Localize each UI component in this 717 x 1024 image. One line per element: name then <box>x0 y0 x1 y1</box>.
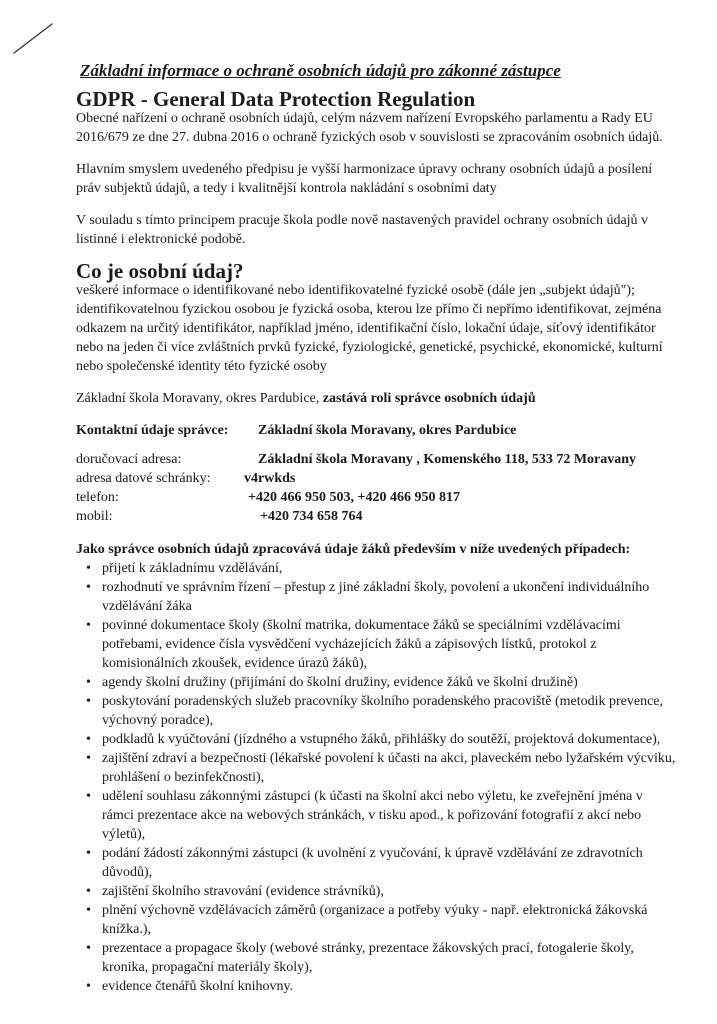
bullet-icon: • <box>86 979 91 994</box>
list-item-text: agendy školní družiny (přijímání do školní družiny, evidence žáků ve školní družině) <box>102 675 578 690</box>
bullet-icon: • <box>86 561 91 576</box>
personal-data-heading: Co je osobní údaj? <box>76 259 244 283</box>
bullet-icon: • <box>86 618 91 633</box>
gdpr-paragraph-2: Hlavním smyslem uvedeného předpisu je vyšší harmonizace úpravy ochrany osobních údajů a posílení práv subjektů údajů, a tedy i kvalitnější kontrola nakládání s osobními daty <box>76 162 653 196</box>
bullet-icon: • <box>86 903 91 918</box>
document-page <box>76 60 676 996</box>
mobile-row <box>76 507 676 526</box>
list-item <box>76 578 676 616</box>
list-item <box>76 787 676 844</box>
controller-contacts <box>76 421 676 526</box>
delivery-address-label: doručovací adresa: <box>76 452 182 467</box>
personal-data-definition: veškeré informace o identifikované nebo identifikovatelné fyzické osobě (dále jen „subjekt údajů"); identifikovatelnou fyzickou osobou je fyzická osoba, kterou lze přímo či nepřímo identifikovat, zejména odkazem na určitý identifikátor, například jméno, identifikační číslo, lokační údaje, síťový identifikátor nebo na jeden či více zvláštních prvků fyzické, fyziologické, genetické, psychické, ekonomické, kulturní nebo společenské identity této fyzické osoby <box>76 283 663 374</box>
list-item-text: prezentace a propagace školy (webové stránky, prezentace žákovských prací, fotogalerie školy, kronika, propagační materiály školy), <box>102 941 634 975</box>
list-item-text: plnění výchovně vzdělávacích záměrů (organizace a potřeby výuky - např. elektronická žákovská knížka.), <box>102 903 648 937</box>
document-title: Základní informace o ochraně osobních údajů pro zákonné zástupce <box>80 61 561 80</box>
pen-stroke-mark <box>8 20 58 56</box>
list-item <box>76 673 676 692</box>
list-item-text: rozhodnutí ve správním řízení – přestup z jiné základní školy, povolení a ukončení individuálního vzdělávání žáka <box>102 580 650 614</box>
list-item-text: podání žádostí zákonnými zástupci (k uvolnění z vyučování, k úpravě vzdělávání ze zdravotních důvodů), <box>102 846 643 880</box>
list-item-text: zajištění zdraví a bezpečnosti (lékařské povolení k účasti na akci, plaveckém nebo lyžařském výcviku, prohlášení o bezinfekčnosti), <box>102 751 676 785</box>
gdpr-paragraph-1: Obecné nařízení o ochraně osobních údajů, celým názvem nařízení Evropského parlamentu a Rady EU 2016/679 ze dne 27. dubna 2016 o ochraně fyzických osob v souvislosti se zpracováním osobních údajů. <box>76 111 663 145</box>
contacts-header-label: Kontaktní údaje správce: <box>76 423 229 438</box>
processing-uses-list <box>76 559 676 996</box>
list-item <box>76 559 676 578</box>
data-box-row <box>76 469 676 488</box>
bullet-icon: • <box>86 846 91 861</box>
list-item-text: přijetí k základnímu vzdělávání, <box>102 561 283 576</box>
contacts-header-row <box>76 421 676 440</box>
delivery-address-value: Základní škola Moravany , Komenského 118, 533 72 Moravany <box>258 452 637 467</box>
gdpr-section <box>76 87 676 249</box>
controller-statement <box>76 389 676 408</box>
list-item <box>76 616 676 673</box>
bullet-icon: • <box>86 580 91 595</box>
data-box-label: adresa datové schránky: <box>76 471 211 486</box>
list-item-text: evidence čtenářů školní knihovny. <box>102 979 294 994</box>
list-item-text: zajištění školního stravování (evidence strávníků), <box>102 884 384 899</box>
list-item <box>76 749 676 787</box>
contacts-header-value: Základní škola Moravany, okres Pardubice <box>258 423 517 438</box>
bullet-icon: • <box>86 751 91 766</box>
bullet-icon: • <box>86 941 91 956</box>
bullet-icon: • <box>86 675 91 690</box>
controller-statement-prefix: Základní škola Moravany, okres Pardubice, <box>76 391 323 406</box>
phone-row <box>76 488 676 507</box>
list-item <box>76 844 676 882</box>
data-box-value: v4rwkds <box>244 471 296 486</box>
mobile-label: mobil: <box>76 509 113 524</box>
delivery-address-row <box>76 450 676 469</box>
list-item <box>76 692 676 730</box>
personal-data-section <box>76 259 676 376</box>
bullet-icon: • <box>86 789 91 804</box>
phone-value: +420 466 950 503, +420 466 950 817 <box>248 490 460 505</box>
processing-uses-heading: Jako správce osobních údajů zpracovává údaje žáků především v níže uvedených případech: <box>76 542 631 557</box>
bullet-icon: • <box>86 884 91 899</box>
list-item-text: poskytování poradenských služeb pracovníky školního poradenského pracoviště (metodik prevence, výchovný poradce), <box>102 694 664 728</box>
list-item-text: povinné dokumentace školy (školní matrika, dokumentace žáků se speciálními vzdělávacími potřebami, evidence čísla vysvědčení vycházejících žáků a zápisových lístků, protokol z komisionálních zkoušek, evidence úrazů žáků), <box>102 618 621 671</box>
gdpr-heading: GDPR - General Data Protection Regulation <box>76 87 476 111</box>
list-item-text: udělení souhlasu zákonnými zástupci (k účasti na školní akci nebo výletu, ke zveřejnění jména v rámci prezentace akce na webových stránkách, v tisku apod., k pořizování fotografií z akcí nebo výletů), <box>102 789 643 842</box>
list-item <box>76 977 676 996</box>
gdpr-paragraph-3: V souladu s tímto principem pracuje škola podle nově nastavených pravidel ochrany osobních údajů v listinné i elektronické podobě. <box>76 213 649 247</box>
bullet-icon: • <box>86 732 91 747</box>
list-item <box>76 882 676 901</box>
list-item <box>76 939 676 977</box>
bullet-icon: • <box>86 694 91 709</box>
controller-statement-role: zastává roli správce osobních údajů <box>322 391 536 406</box>
list-item <box>76 901 676 939</box>
list-item <box>76 730 676 749</box>
processing-uses-section <box>76 540 676 996</box>
phone-label: telefon: <box>76 490 119 505</box>
list-item-text: podkladů k vyúčtování (jízdného a vstupného žáků, přihlášky do soutěží, projektová dokumentace), <box>102 732 661 747</box>
mobile-value: +420 734 658 764 <box>260 509 363 524</box>
